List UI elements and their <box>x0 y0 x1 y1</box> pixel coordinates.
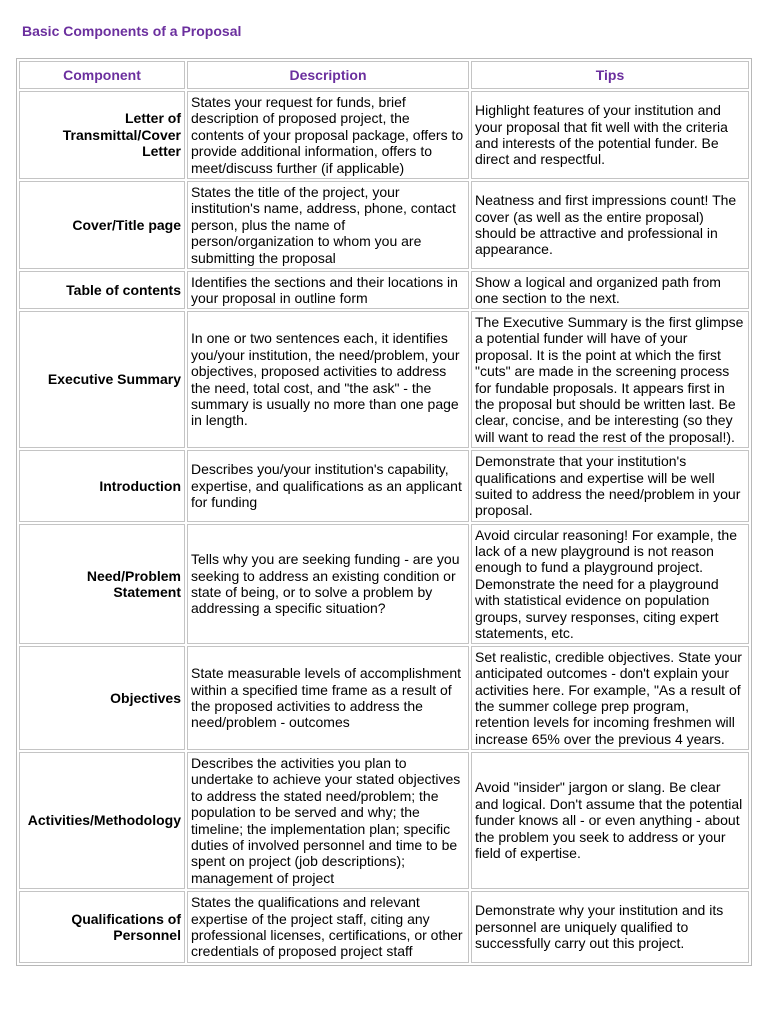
tips-cell: Highlight features of your institution and your proposal that fit well with the criteria and interests of the potential funder. Be direct and respectful. <box>471 91 749 179</box>
tips-cell: Show a logical and organized path from one section to the next. <box>471 271 749 309</box>
tips-cell: Avoid circular reasoning! For example, the lack of a new playground is not reason enough to fund a playground project. Demonstrate the need for a playground with statistical evidence on population groups, survey responses, citing expert statements, etc. <box>471 524 749 644</box>
table-header-row <box>19 61 749 89</box>
description-cell: In one or two sentences each, it identifies you/your institution, the need/problem, your objectives, proposed activities to address the need, total cost, and "the ask" - the summary is usually no more than one page in length. <box>187 311 469 448</box>
component-cell: Cover/Title page <box>19 181 185 269</box>
tips-cell: Set realistic, credible objectives. State your anticipated outcomes - don't explain your activities here. For example, "As a result of the summer college prep program, retention levels for incoming freshmen will increase 65% over the previous 4 years. <box>471 646 749 750</box>
tips-cell: Demonstrate that your institution's qualifications and expertise will be well suited to address the need/problem in your proposal. <box>471 450 749 522</box>
description-cell: Tells why you are seeking funding - are you seeking to address an existing condition or state of being, or to solve a problem by addressing a specific situation? <box>187 524 469 644</box>
table-row <box>19 181 749 269</box>
table-row <box>19 271 749 309</box>
table-row <box>19 752 749 889</box>
component-cell: Executive Summary <box>19 311 185 448</box>
table-row <box>19 891 749 963</box>
table-row <box>19 646 749 750</box>
component-cell: Objectives <box>19 646 185 750</box>
component-cell: Introduction <box>19 450 185 522</box>
component-cell: Need/Problem Statement <box>19 524 185 644</box>
component-cell: Table of contents <box>19 271 185 309</box>
description-cell: States the title of the project, your institution's name, address, phone, contact person, plus the name of person/organization to whom you are submitting the proposal <box>187 181 469 269</box>
table-row <box>19 524 749 644</box>
proposal-components-table <box>16 58 752 966</box>
component-cell: Qualifications of Personnel <box>19 891 185 963</box>
tips-cell: Neatness and first impressions count! The cover (as well as the entire proposal) should be attractive and professional in appearance. <box>471 181 749 269</box>
tips-cell: Avoid "insider" jargon or slang. Be clear and logical. Don't assume that the potential funder knows all - or even anything - about the problem you seek to address or your field of expertise. <box>471 752 749 889</box>
description-cell: Describes the activities you plan to undertake to achieve your stated objectives to address the stated need/problem; the population to be served and why; the timeline; the implementation plan; specific duties of involved personnel and time to be spent on project (job descriptions); management of project <box>187 752 469 889</box>
description-cell: States the qualifications and relevant expertise of the project staff, citing any professional licenses, certifications, or other credentials of proposed project staff <box>187 891 469 963</box>
tips-cell: The Executive Summary is the first glimpse a potential funder will have of your proposal. It is the point at which the first "cuts" are made in the screening process for fundable proposals. It appears first in the proposal but should be written last. Be clear, concise, and be interesting (so they will want to read the rest of the proposal!). <box>471 311 749 448</box>
tips-cell: Demonstrate why your institution and its personnel are uniquely qualified to successfully carry out this project. <box>471 891 749 963</box>
table-row <box>19 91 749 179</box>
table-row <box>19 311 749 448</box>
description-cell: Describes you/your institution's capability, expertise, and qualifications as an applicant for funding <box>187 450 469 522</box>
description-cell: Identifies the sections and their locations in your proposal in outline form <box>187 271 469 309</box>
header-component: Component <box>19 61 185 89</box>
page-title: Basic Components of a Proposal <box>22 23 242 39</box>
description-cell: State measurable levels of accomplishment within a specified time frame as a result of the proposed activities to address the need/problem - outcomes <box>187 646 469 750</box>
header-description: Description <box>187 61 469 89</box>
description-cell: States your request for funds, brief description of proposed project, the contents of your proposal package, offers to provide additional information, offers to meet/discuss further (if applicable) <box>187 91 469 179</box>
table-row <box>19 450 749 522</box>
header-tips: Tips <box>471 61 749 89</box>
component-cell: Letter of Transmittal/Cover Letter <box>19 91 185 179</box>
component-cell: Activities/Methodology <box>19 752 185 889</box>
